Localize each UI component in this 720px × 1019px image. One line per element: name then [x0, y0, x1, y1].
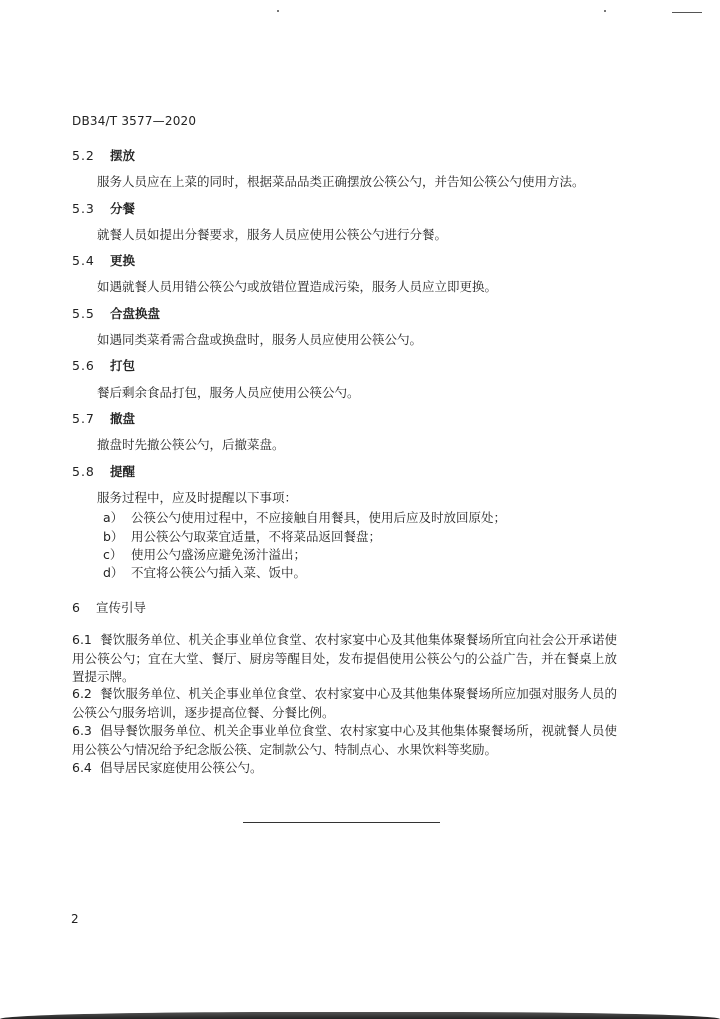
list-label: b）: [103, 529, 124, 544]
section-title: 打包: [109, 358, 135, 373]
section-heading: [72, 304, 160, 322]
clause-number: 6.1: [72, 632, 92, 647]
standard-code: DB34/T 3577—2020: [72, 114, 197, 128]
section-number: 5.7: [72, 411, 95, 426]
section-title: 摆放: [109, 148, 135, 163]
list-label: d）: [103, 565, 124, 580]
section-number: 5.4: [72, 253, 95, 268]
end-rule: [243, 822, 440, 823]
clause-number: 6.4: [72, 760, 92, 775]
section-heading: [72, 462, 135, 480]
section-number: 5.8: [72, 464, 95, 479]
list-text: 不宜将公筷公勺插入菜、饭中。: [130, 565, 306, 580]
section-heading: [72, 409, 135, 427]
paragraph: 餐后剩余食品打包，服务人员应使用公筷公勺。: [97, 385, 360, 400]
paragraph: 如遇同类菜肴需合盘或换盘时，服务人员应使用公筷公勺。: [97, 332, 423, 347]
clause: [72, 722, 617, 759]
section-title: 更换: [109, 253, 135, 268]
section-heading: [72, 199, 135, 217]
clause-number: 6.3: [72, 723, 92, 738]
clause-text: 餐饮服务单位、机关企事业单位食堂、农村家宴中心及其他集体聚餐场所应加强对服务人员的公筷公勺服务培训，逐步提高位餐、分餐比例。: [72, 686, 617, 720]
list-item: [103, 527, 381, 545]
chapter-title: 宣传引导: [95, 600, 146, 615]
list-item: [103, 508, 506, 526]
chapter-heading: [72, 598, 146, 616]
clause: [72, 631, 617, 687]
clause-text: 倡导居民家庭使用公筷公勺。: [100, 760, 263, 775]
section-title: 合盘换盘: [109, 306, 160, 321]
section-title: 分餐: [109, 201, 135, 216]
section-heading: [72, 251, 135, 269]
list-label: a）: [103, 510, 124, 525]
paragraph: 服务人员应在上菜的同时，根据菜品品类正确摆放公筷公勺，并告知公筷公勺使用方法。: [97, 174, 585, 189]
list-item: [103, 563, 306, 581]
paragraph: 如遇就餐人员用错公筷公勺或放错位置造成污染，服务人员应立即更换。: [97, 279, 498, 294]
clause-number: 6.2: [72, 686, 92, 701]
chapter-number: 6: [72, 600, 80, 615]
section-title: 提醒: [109, 464, 135, 479]
section-heading: [72, 356, 135, 374]
scan-speck: [604, 10, 606, 12]
clause-text: 倡导餐饮服务单位、机关企事业单位食堂、农村家宴中心及其他集体聚餐场所，视就餐人员使用公筷公勺情况给予纪念版公筷、定制款公勺、特制点心、水果饮料等奖励。: [72, 723, 617, 757]
list-text: 公筷公勺使用过程中，不应接触自用餐具，使用后应及时放回原处；: [130, 510, 506, 525]
list-text: 用公筷公勺取菜宜适量，不将菜品返回餐盘；: [130, 529, 381, 544]
paragraph: 就餐人员如提出分餐要求，服务人员应使用公筷公勺进行分餐。: [97, 227, 448, 242]
section-number: 5.5: [72, 306, 95, 321]
clause: [72, 685, 617, 722]
paragraph: 撤盘时先撤公筷公勺，后撤菜盘。: [97, 437, 285, 452]
scan-shadow: [0, 1012, 720, 1019]
section-title: 撤盘: [109, 411, 135, 426]
clause-text: 餐饮服务单位、机关企事业单位食堂、农村家宴中心及其他集体聚餐场所宜向社会公开承诺使用公筷公勺；宜在大堂、餐厅、厨房等醒目处，发布提倡使用公筷公勺的公益广告，并在餐桌上放置提示牌。: [72, 632, 617, 684]
section-heading: [72, 146, 135, 164]
scan-speck: [672, 12, 702, 13]
section-number: 5.6: [72, 358, 95, 373]
paragraph: 服务过程中，应及时提醒以下事项：: [97, 490, 298, 505]
scan-speck: [277, 10, 279, 12]
list-text: 使用公勺盛汤应避免汤汁溢出；: [130, 547, 306, 562]
section-number: 5.2: [72, 148, 95, 163]
section-number: 5.3: [72, 201, 95, 216]
list-label: c）: [103, 547, 123, 562]
clause: [72, 759, 617, 778]
page-number: 2: [71, 912, 79, 926]
list-item: [103, 545, 306, 563]
